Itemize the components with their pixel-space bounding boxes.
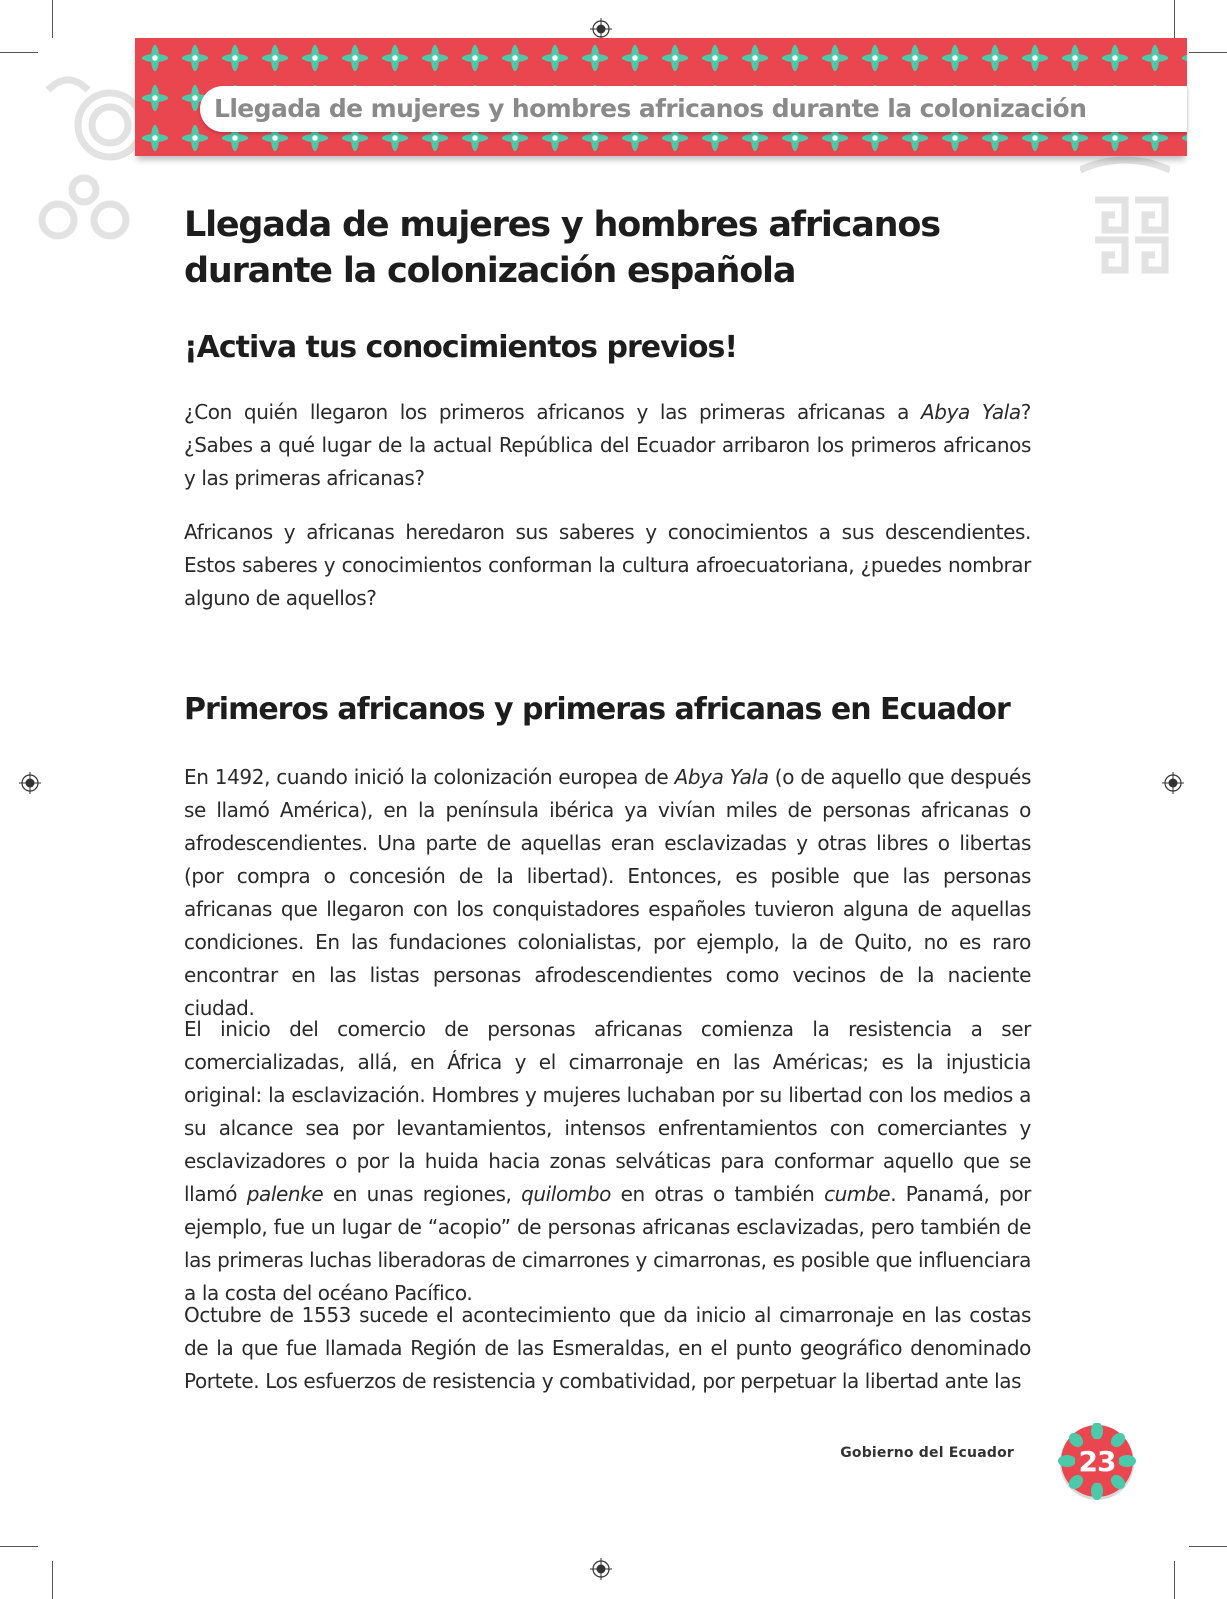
paragraph-resistencia: El inicio del comercio de personas africanas comienza la resistencia a ser comercializadas, allá, en África y el cimarronaje en las Américas; es la injusticia original: la esclavización. Hombres y mujeres luchaban por su libertad con los medios a su alcance sea por levantamientos, intensos enfrentamientos con comerciantes y esclavizadores o por la huida hacia zonas selváticas para conformar aquello que se llamó palenke en unas regiones, quilombo en otras o también cumbe. Panamá, por ejemplo, fue un lugar de “acopio” de personas africanas esclavizadas, pero también de las primeras luchas liberadoras de cimarrones y cimarronas, es posible que influenciara a la costa del océano Pacífico.: [184, 1017, 1031, 1305]
greek-key-ornament-icon: [1080, 150, 1170, 290]
registration-mark-icon: [1162, 772, 1184, 794]
crop-mark: [1189, 52, 1227, 53]
spiral-ornament-icon: [38, 40, 148, 250]
registration-mark-icon: [590, 18, 612, 40]
registration-mark-icon: [590, 1558, 612, 1580]
crop-mark: [52, 1561, 53, 1599]
crop-mark: [1174, 1561, 1175, 1599]
registration-mark-icon: [19, 772, 41, 794]
section-heading-primeros: Primeros africanos y primeras africanas en Ecuador: [184, 692, 1010, 727]
crop-mark: [52, 0, 53, 38]
crop-mark: [1189, 1546, 1227, 1547]
section-heading-activa: ¡Activa tus conocimientos previos!: [184, 330, 738, 365]
crop-mark: [1174, 0, 1175, 38]
paragraph-intro-question: ¿Con quién llegaron los primeros africanos y las primeras africanas a Abya Yala? ¿Sabes a qué lugar de la actual República del Ecuador arribaron los primeros africanos y las primeras africanas?: [184, 400, 1031, 490]
running-header-title: Llegada de mujeres y hombres africanos durante la colonización: [214, 94, 1087, 123]
paragraph-1492: En 1492, cuando inició la colonización europea de Abya Yala (o de aquello que después se llamó América), en la península ibérica ya vivían miles de personas africanas o afrodescendientes. Una parte de aquellas eran esclavizadas y otras libres o libertas (por compra o concesión de la libertad). Entonces, es posible que las personas africanas que llegaron con los conquistadores españoles tuvieron alguna de aquellas condiciones. En las fundaciones colonialistas, por ejemplo, la de Quito, no es raro encontrar en las listas personas afrodescendientes como vecinos de la naciente ciudad.: [184, 765, 1031, 1020]
crop-mark: [0, 52, 38, 53]
paragraph-intro-heritage: Africanos y africanas heredaron sus saberes y conocimientos a sus descendientes. Estos saberes y conocimientos conforman la cultura afroecuatoriana, ¿puedes nombrar alguno de aquellos?: [184, 520, 1031, 610]
paragraph-octubre-1553: Octubre de 1553 sucede el acontecimiento que da inicio al cimarronaje en las costas de la que fue llamada Región de las Esmeraldas, en el punto geográfico denominado Portete. Los esfuerzos de resistencia y combatividad, por perpetuar la libertad ante las: [184, 1303, 1031, 1393]
crop-mark: [0, 1546, 38, 1547]
page-number: 23: [1078, 1445, 1116, 1478]
page-title: Llegada de mujeres y hombres africanos durante la colonización española: [184, 205, 940, 291]
footer-organization: Gobierno del Ecuador: [840, 1445, 1014, 1461]
